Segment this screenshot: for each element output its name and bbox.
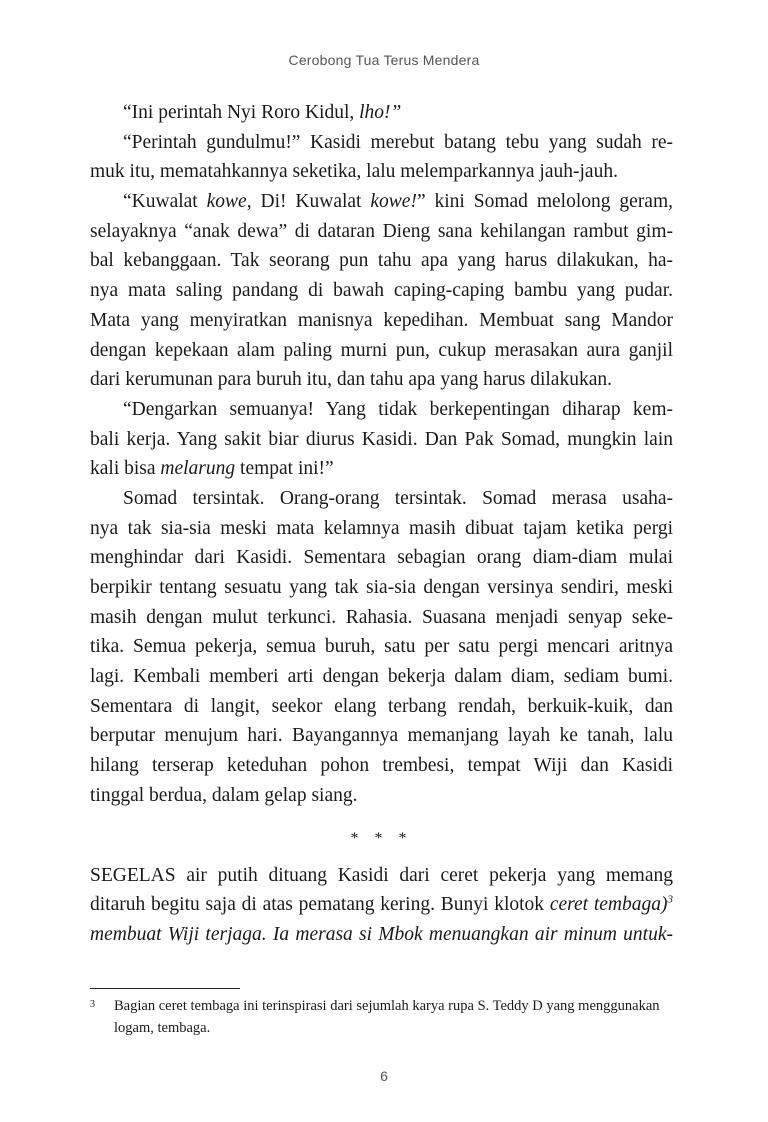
text-run: muk itu, mematahkannya seketika, lalu melemparkannya jauh-jauh. (90, 161, 618, 183)
text-run: kali bisa (90, 458, 161, 480)
text-line (90, 721, 673, 751)
text-run: melarung (160, 458, 236, 480)
text-run: Somad tersintak. Orang-orang tersintak. Somad merasa usaha- (123, 487, 673, 509)
footnote-line: Bagian ceret tembaga ini terinspirasi dari sejumlah karya rupa S. Teddy D yang menggunakan (114, 998, 660, 1014)
footnote-text (114, 996, 673, 1039)
text-run: dari kerumunan para buruh itu, dan tahu apa yang harus dilakukan. (90, 369, 612, 391)
text-line (90, 484, 673, 514)
text-run: nya tak sia-sia meski mata kelamnya masih dibuat tajam ketika pergi (90, 517, 673, 539)
text-run: tinggal berdua, dalam gelap siang. (90, 784, 358, 806)
text-line (90, 781, 673, 811)
text-line (90, 692, 673, 722)
text-run: masih dengan mulut terkunci. Rahasia. Suasana menjadi senyap seke- (90, 606, 673, 628)
text-run: Mata yang menyiratkan manisnya kepedihan. Membuat sang Mandor (90, 309, 673, 331)
text-run: “Perintah gundulmu!” Kasidi merebut batang tebu yang sudah re- (123, 131, 673, 153)
body-text (90, 98, 673, 950)
text-line (90, 861, 673, 891)
text-line (90, 751, 673, 781)
text-run: “Kuwalat (123, 191, 207, 213)
text-line (90, 98, 673, 128)
text-line (90, 217, 673, 247)
text-line (90, 336, 673, 366)
text-line (90, 454, 673, 484)
text-run: lagi. Kembali memberi arti dengan bekerja dalam diam, sediam bumi. (90, 666, 673, 688)
text-line (90, 157, 673, 187)
page-number: 6 (380, 1068, 388, 1084)
text-line (90, 306, 673, 336)
text-run: kowe (206, 191, 247, 213)
text-run: tempat ini!” (235, 458, 334, 480)
footnote-line: logam, tembaga. (114, 1019, 211, 1036)
footnote-rule (90, 988, 240, 989)
text-run: SEGELAS air putih dituang Kasidi dari ceret pekerja yang memang (90, 864, 673, 886)
text-run: berputar menujum hari. Bayangannya memanjang layah ke tanah, lalu (90, 725, 673, 747)
footnote (90, 996, 673, 1039)
text-run: nya mata saling pandang di bawah caping-caping bambu yang pudar. (90, 280, 673, 302)
footnote-ref: 3 (667, 893, 673, 906)
text-line (90, 246, 673, 276)
text-run: menghindar dari Kasidi. Sementara sebagian orang diam-diam mulai (90, 547, 673, 569)
text-line (90, 425, 673, 455)
text-run: bali kerja. Yang sakit biar diurus Kasidi. Dan Pak Somad, mungkin lain (90, 428, 673, 450)
text-line (90, 514, 673, 544)
running-header: Cerobong Tua Terus Mendera (288, 52, 480, 68)
text-run: membuat Wiji terjaga. Ia merasa si Mbok menuangkan air minum untuk- (90, 923, 673, 945)
text-run: , Di! Kuwalat (246, 191, 371, 213)
text-run: ” kini Somad melolong geram, (416, 191, 674, 213)
text-run: “Dengarkan semuanya! Yang tidak berkepentingan diharap kem- (123, 398, 673, 420)
text-run: “Ini perintah Nyi Roro Kidul, (123, 102, 360, 123)
text-run: ceret tembaga) (549, 894, 668, 916)
text-run: selayaknya “anak dewa” di dataran Dieng sana kehilangan rambut gim- (90, 220, 673, 242)
text-line (90, 603, 673, 633)
section-separator: * * * (350, 829, 413, 847)
text-line (90, 128, 673, 158)
text-run: lho!” (359, 102, 402, 123)
text-run: hilang terserap keteduhan pohon trembesi, tempat Wiji dan Kasidi (90, 755, 673, 777)
text-line (90, 276, 673, 306)
text-line (90, 573, 673, 603)
text-line (90, 187, 673, 217)
text-run: bal kebanggaan. Tak seorang pun tahu apa yang harus dilakukan, ha- (90, 250, 673, 272)
text-line (90, 395, 673, 425)
text-run: tika. Semua pekerja, semua buruh, satu per satu pergi mencari aritnya (90, 636, 673, 658)
text-line (90, 632, 673, 662)
text-line (90, 543, 673, 573)
text-run: Sementara di langit, seekor elang terbang rendah, berkuik-kuik, dan (90, 695, 673, 717)
text-line (90, 920, 673, 950)
text-line (90, 365, 673, 395)
text-line (90, 662, 673, 692)
text-run: berpikir tentang sesuatu yang tak sia-sia dengan versinya sendiri, meski (90, 577, 673, 598)
text-run: ditaruh begitu saja di atas pematang kering. Bunyi klotok (90, 894, 550, 916)
text-run: dengan kepekaan alam paling murni pun, cukup merasakan aura ganjil (90, 339, 673, 361)
text-run: kowe! (370, 191, 417, 213)
footnote-mark: 3 (90, 999, 95, 1010)
text-line (90, 890, 673, 920)
